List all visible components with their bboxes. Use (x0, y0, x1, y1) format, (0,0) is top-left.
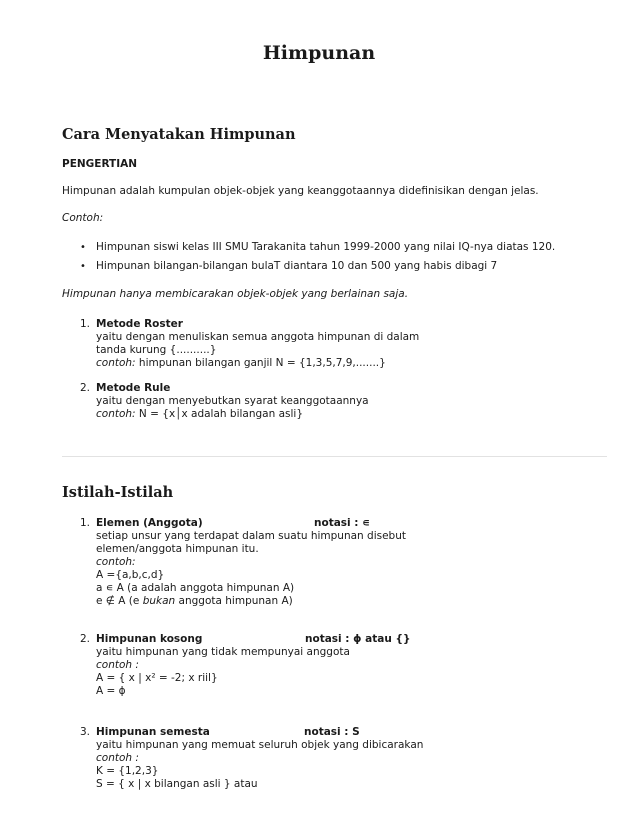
term-line: contoh : (96, 659, 139, 671)
subheading-pengertian: PENGERTIAN (62, 158, 138, 170)
method-description: yaitu dengan menuliskan semua anggota himpunan di dalam (96, 331, 420, 343)
list-number: 1. (80, 517, 91, 529)
list-number: 1. (80, 318, 91, 330)
contoh-label: Contoh: (62, 212, 104, 224)
term-name-elemen: Elemen (Anggota) (96, 517, 203, 529)
term-name-himpunan-semesta: Himpunan semesta (96, 726, 210, 738)
term-line: A ={a,b,c,d} (96, 569, 165, 581)
method-example (96, 408, 303, 421)
method-name-roster: Metode Roster (96, 318, 183, 330)
section-heading-cara-menyatakan: Cara Menyatakan Himpunan (62, 126, 296, 143)
example-item: Himpunan bilangan-bilangan bulaT diantara 10 dan 500 yang habis dibagi 7 (96, 260, 498, 272)
method-description: yaitu dengan menyebutkan syarat keanggotaannya (96, 395, 369, 407)
term-line: setiap unsur yang terdapat dalam suatu himpunan disebut (96, 530, 406, 542)
term-line-part: anggota himpunan A) (175, 595, 293, 607)
example-text: himpunan bilangan ganjil N = {1,3,5,7,9,.......} (135, 357, 386, 369)
term-line (96, 595, 293, 608)
page-title: Himpunan (262, 42, 376, 64)
method-description: tanda kurung {..........} (96, 344, 217, 356)
term-line: S = { x | x bilangan asli } atau (96, 778, 258, 790)
contoh-label: contoh: (96, 408, 136, 420)
list-number: 2. (80, 633, 91, 645)
list-number: 2. (80, 382, 91, 394)
term-line: a ∊ A (a adalah anggota himpunan A) (96, 582, 295, 594)
term-line: yaitu himpunan yang tidak mempunyai anggota (96, 646, 350, 658)
method-name-rule: Metode Rule (96, 382, 171, 394)
bullet-icon: • (80, 261, 86, 272)
example-item: Himpunan siswi kelas III SMU Tarakanita tahun 1999-2000 yang nilai IQ-nya diatas 120. (96, 241, 556, 253)
term-notation: notasi : ϕ atau {} (305, 633, 411, 645)
term-line: yaitu himpunan yang memuat seluruh objek yang dibicarakan (96, 739, 424, 751)
term-line: contoh : (96, 752, 139, 764)
term-line-emphasis: bukan (142, 595, 176, 607)
note-text: Himpunan hanya membicarakan objek-objek yang berlainan saja. (62, 288, 409, 300)
definition-text: Himpunan adalah kumpulan objek-objek yang keanggotaannya didefinisikan dengan jelas. (62, 185, 539, 197)
term-line-part: e ∉ A (e (96, 595, 143, 607)
section-divider (62, 456, 607, 457)
term-notation: notasi : ∊ (314, 517, 371, 529)
term-name-himpunan-kosong: Himpunan kosong (96, 633, 203, 645)
term-line: A = { x | x² = -2; x riil} (96, 672, 218, 684)
term-line: K = {1,2,3} (96, 765, 159, 777)
section-heading-istilah: Istilah-Istilah (62, 484, 174, 501)
bullet-icon: • (80, 242, 86, 253)
term-line: A = ϕ (96, 685, 126, 697)
example-text: N = {x│x adalah bilangan asli} (135, 408, 304, 420)
list-number: 3. (80, 726, 91, 738)
contoh-label: contoh: (96, 357, 136, 369)
term-line: elemen/anggota himpunan itu. (96, 543, 259, 555)
term-notation: notasi : S (304, 726, 360, 738)
term-line: contoh: (96, 556, 136, 568)
method-example (96, 357, 386, 370)
